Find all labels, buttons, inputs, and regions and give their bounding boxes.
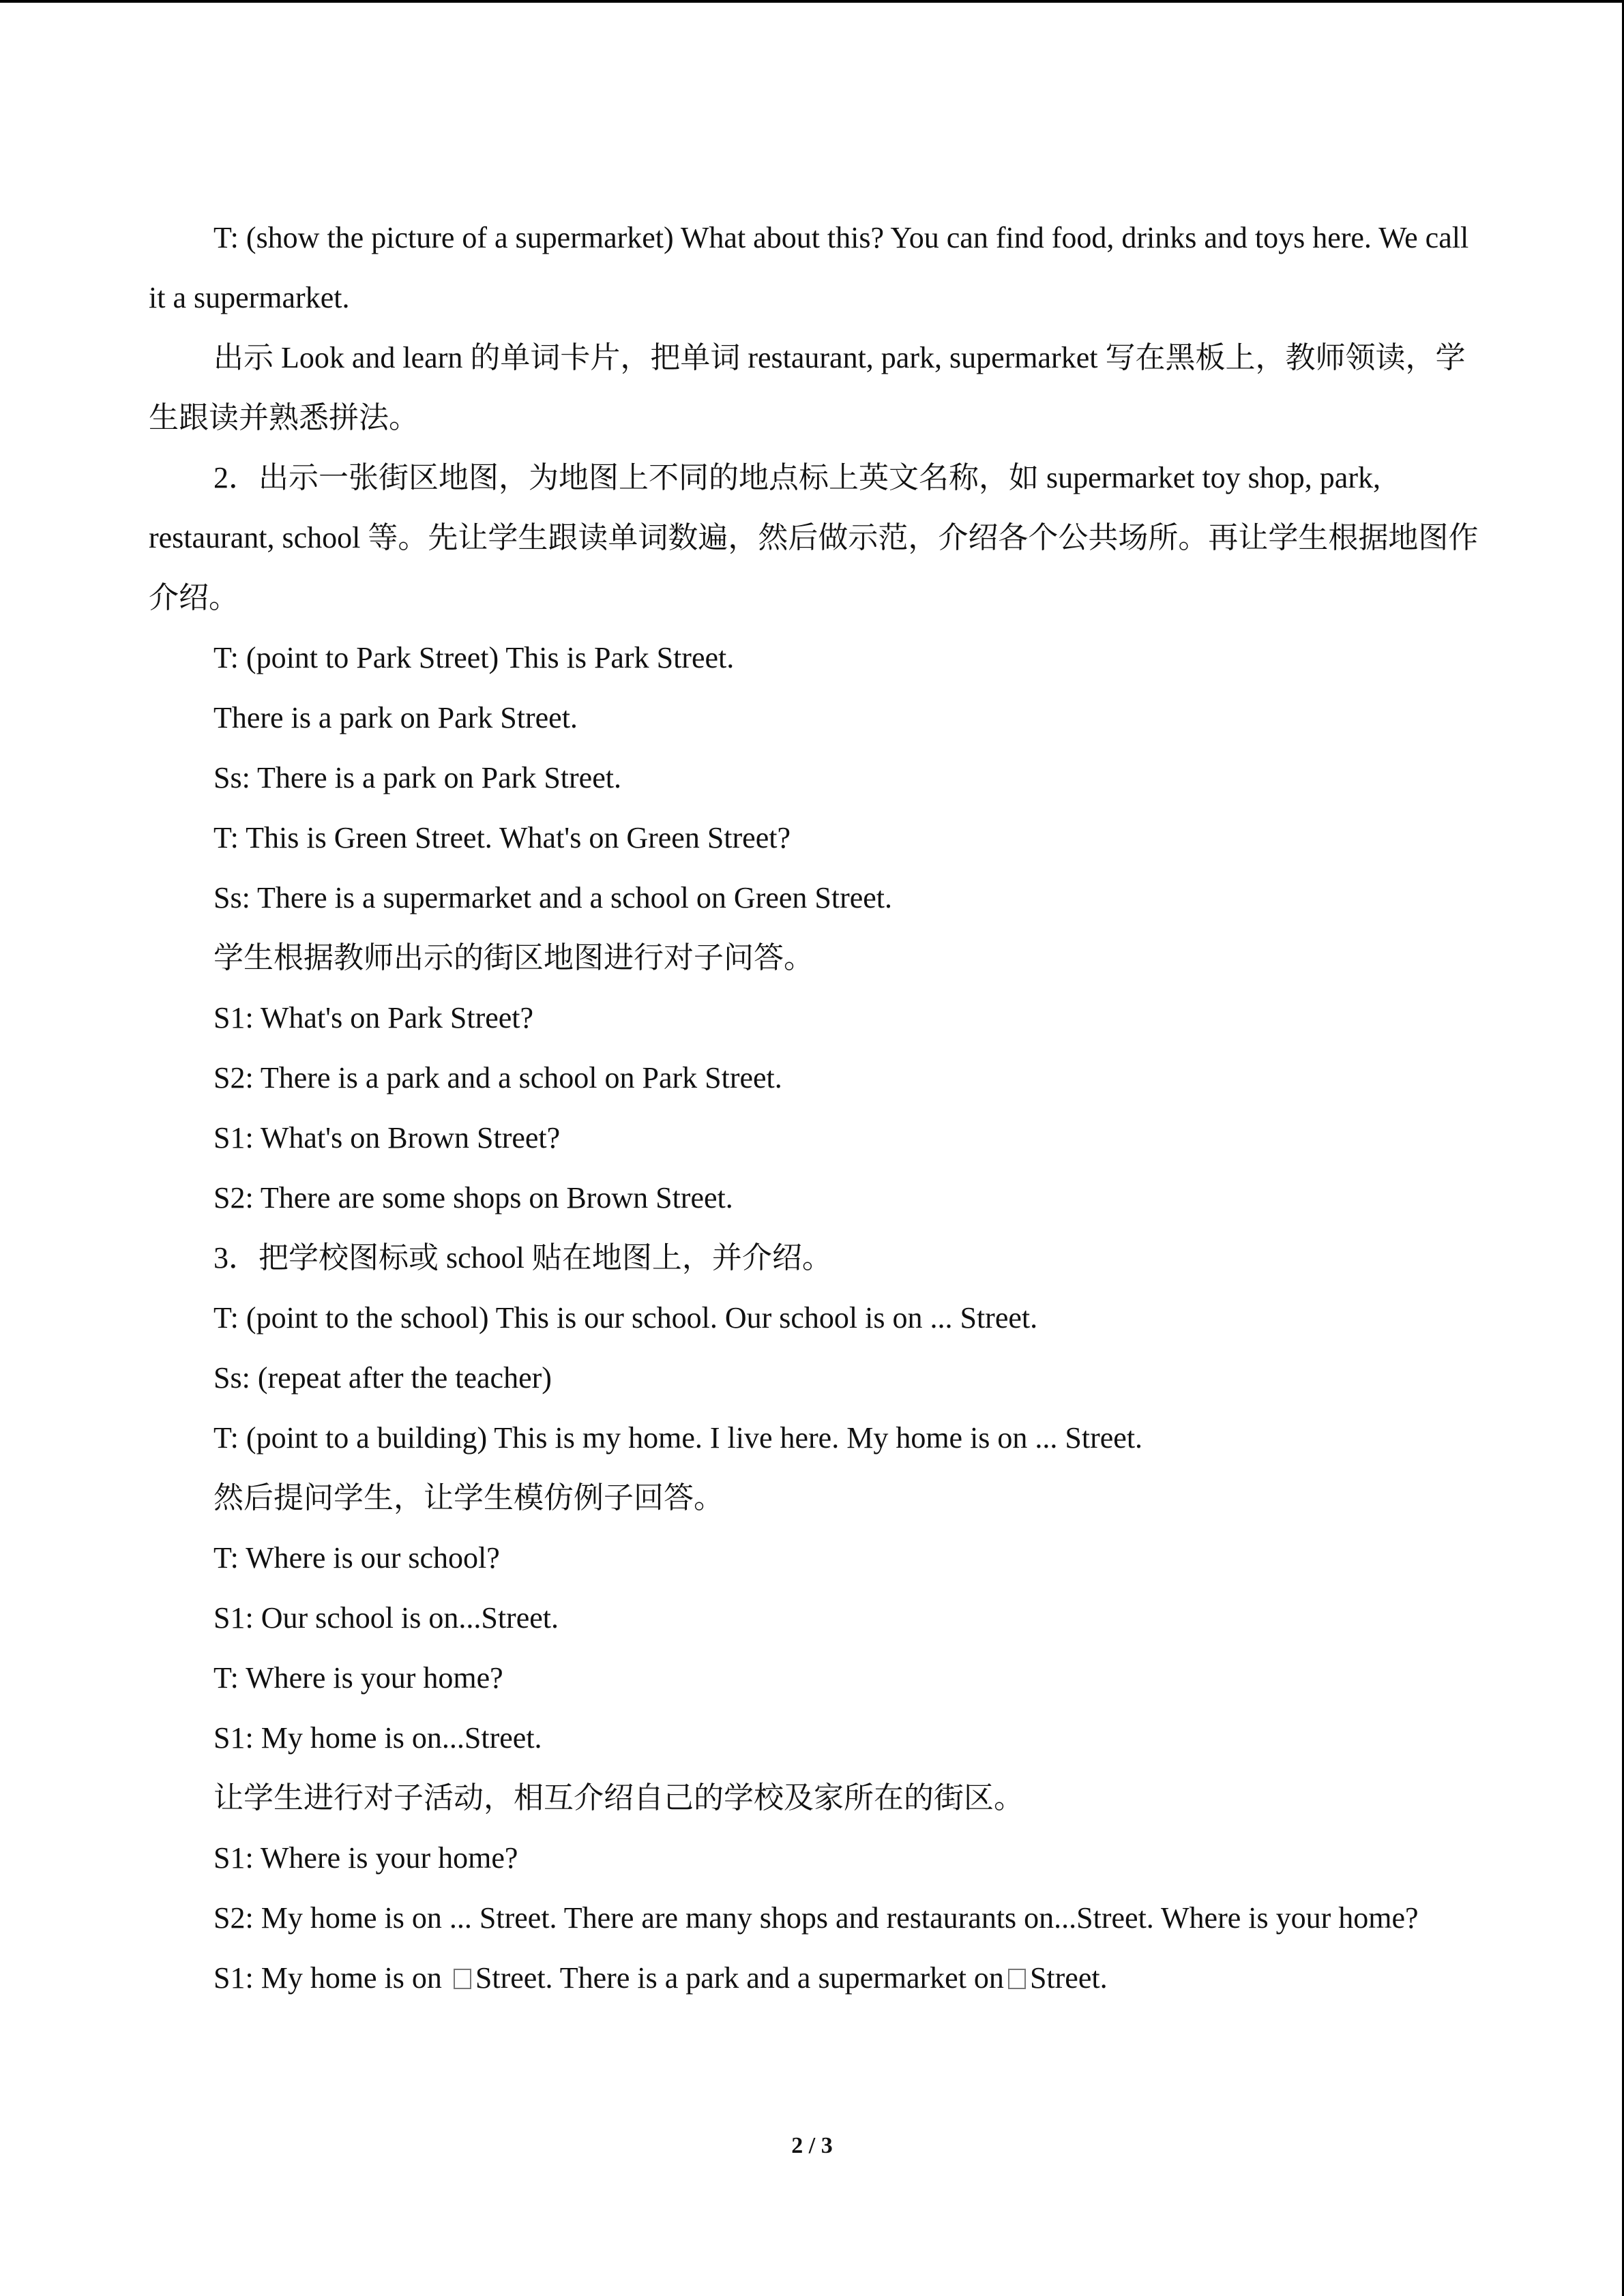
paragraph: S1: What's on Brown Street? bbox=[213, 1121, 561, 1154]
paragraph: S2: There is a park and a school on Park Street. bbox=[213, 1061, 782, 1094]
paragraph: Ss: There is a park on Park Street. bbox=[213, 761, 621, 794]
paragraph: 让学生进行对子活动，相互介绍自己的学校及家所在的街区。 bbox=[213, 1781, 1024, 1815]
page-number: 2 / 3 bbox=[791, 2133, 833, 2158]
paragraph: 然后提问学生，让学生模仿例子回答。 bbox=[213, 1481, 724, 1515]
paragraph: 出示 Look and learn 的单词卡片，把单词 restaurant, park, supermarket 写在黑板上，教师领读，学生跟读并熟悉拼法。 bbox=[149, 341, 1466, 434]
page-top-border bbox=[0, 0, 1624, 3]
paragraph: T: (point to Park Street) This is Park Street. bbox=[213, 641, 735, 674]
blank-box bbox=[454, 1969, 471, 1989]
paragraph: T: Where is your home? bbox=[213, 1661, 503, 1695]
last-line-part-2: Street. There is a park and a supermarket on bbox=[475, 1961, 1004, 1995]
blank-box bbox=[1008, 1969, 1026, 1989]
paragraph: T: (point to the school) This is our school. Our school is on ... Street. bbox=[213, 1301, 1038, 1335]
paragraph: S1: My home is on...Street. bbox=[213, 1721, 542, 1755]
paragraph: T: Where is our school? bbox=[213, 1541, 500, 1575]
paragraph: 2．出示一张街区地图，为地图上不同的地点标上英文名称，如 supermarket toy shop, park, restaurant, school 等。先让学生跟读单词数遍，然后做示范，介绍各个公共场所。再让学生根据地图作介绍。 bbox=[149, 461, 1479, 614]
paragraph: There is a park on Park Street. bbox=[213, 701, 578, 734]
paragraph: S1: What's on Park Street? bbox=[213, 1001, 534, 1034]
paragraph-last bbox=[149, 1948, 1486, 2008]
document-body bbox=[149, 208, 1486, 2008]
paragraph: S1: Where is your home? bbox=[213, 1841, 518, 1875]
paragraph: S2: My home is on ... Street. There are many shops and restaurants on...Street. Where is your home? bbox=[213, 1901, 1419, 1935]
paragraph: T: This is Green Street. What's on Green Street? bbox=[213, 821, 791, 854]
paragraph: 学生根据教师出示的街区地图进行对子问答。 bbox=[213, 941, 814, 974]
paragraph: Ss: There is a supermarket and a school on Green Street. bbox=[213, 881, 893, 914]
paragraph: S1: Our school is on...Street. bbox=[213, 1601, 559, 1635]
paragraph: Ss: (repeat after the teacher) bbox=[213, 1361, 552, 1395]
paragraph: T: (show the picture of a supermarket) What about this? You can find food, drinks and toys here. We call it a supermarket. bbox=[149, 221, 1469, 314]
paragraph: 3．把学校图标或 school 贴在地图上，并介绍。 bbox=[213, 1241, 832, 1274]
last-line-part-3: Street. bbox=[1029, 1961, 1108, 1995]
paragraph: S2: There are some shops on Brown Street. bbox=[213, 1181, 733, 1214]
paragraph: T: (point to a building) This is my home. I live here. My home is on ... Street. bbox=[213, 1421, 1143, 1455]
last-line-part-1: S1: My home is on bbox=[213, 1961, 442, 1995]
